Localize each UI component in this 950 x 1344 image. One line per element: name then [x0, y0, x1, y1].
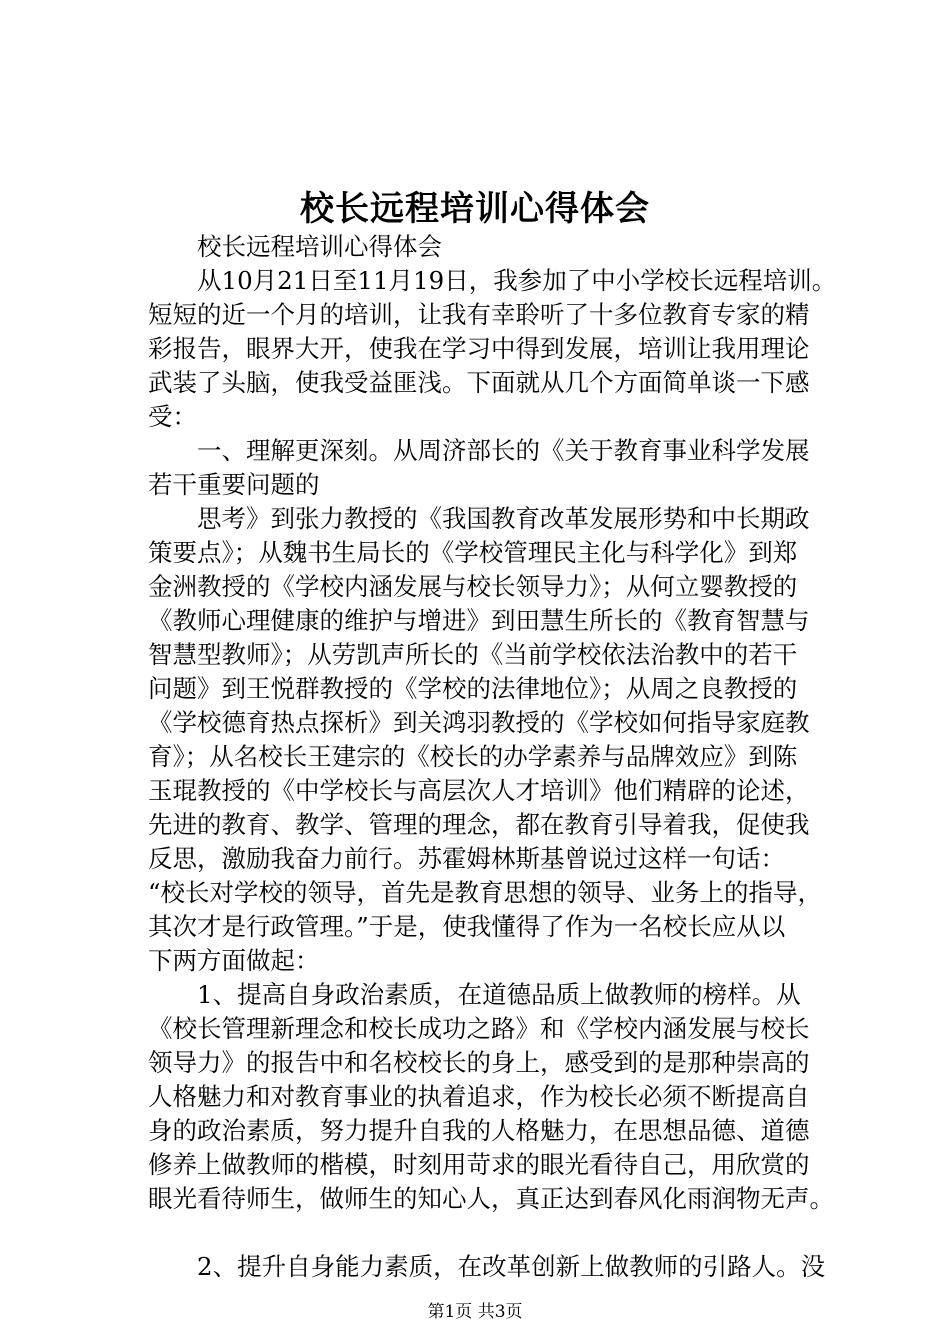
text-line: 金洲教授的《学校内涵发展与校长领导力》；从何立婴教授的	[148, 572, 798, 601]
text-line: 《教师心理健康的维护与增进》到田慧生所长的《教育智慧与	[148, 606, 810, 635]
text-line: 2、提升自身能力素质，在改革创新上做教师的引路人。没	[148, 1252, 826, 1281]
text-line: 先进的教育、教学、管理的理念，都在教育引导着我，促使我	[148, 810, 810, 839]
text-line: 反思，激励我奋力前行。苏霍姆林斯基曾说过这样一句话：	[148, 844, 785, 873]
text-line: 思考》到张力教授的《我国教育改革发展形势和中长期政	[148, 504, 810, 533]
text-line: 受：	[148, 402, 197, 431]
text-line: 育》；从名校长王建宗的《校长的办学素养与品牌效应》到陈	[148, 742, 798, 771]
page-number: 第1页 共3页	[427, 1302, 523, 1322]
text-line: 若干重要问题的	[148, 470, 320, 499]
text-line: 智慧型教师》；从劳凯声所长的《当前学校依法治教中的若干	[148, 640, 798, 669]
text-line: 下两方面做起：	[148, 946, 320, 975]
text-line: 其次才是行政管理。”于是，使我懂得了作为一名校长应从以	[148, 912, 786, 941]
text-line: 玉琨教授的《中学校长与高层次人才培训》他们精辟的论述，	[148, 776, 810, 805]
text-line: “校长对学校的领导，首先是教育思想的领导、业务上的指导，	[148, 878, 823, 907]
text-line: 领导力》的报告中和名校校长的身上，感受到的是那种崇高的	[148, 1048, 810, 1077]
text-line: 彩报告，眼界大开，使我在学习中得到发展，培训让我用理论	[148, 334, 810, 363]
text-line: 1、提高自身政治素质，在道德品质上做教师的榜样。从	[148, 980, 801, 1009]
text-line: 短短的近一个月的培训，让我有幸聆听了十多位教育专家的精	[148, 300, 810, 329]
text-line: 《学校德育热点探析》到关鸿羽教授的《学校如何指导家庭教	[148, 708, 810, 737]
text-line: 问题》到王悦群教授的《学校的法律地位》；从周之良教授的	[148, 674, 798, 703]
text-line: 一、理解更深刻。从周济部长的《关于教育事业科学发展	[148, 436, 810, 465]
text-line: 眼光看待师生，做师生的知心人，真正达到春风化雨润物无声。	[148, 1184, 834, 1213]
text-line: 校长远程培训心得体会	[148, 232, 442, 261]
text-line: 武装了头脑，使我受益匪浅。下面就从几个方面简单谈一下感	[148, 368, 810, 397]
text-line: 从10月21日至11月19日，我参加了中小学校长远程培训。	[148, 266, 837, 295]
text-line: 人格魅力和对教育事业的执着追求，作为校长必须不断提高自	[148, 1082, 810, 1111]
text-line: 身的政治素质，努力提升自我的人格魅力，在思想品德、道德	[148, 1116, 810, 1145]
document-title: 校长远程培训心得体会	[300, 189, 650, 229]
text-line: 策要点》；从魏书生局长的《学校管理民主化与科学化》到郑	[148, 538, 798, 567]
text-line: 修养上做教师的楷模，时刻用苛求的眼光看待自己，用欣赏的	[148, 1150, 810, 1179]
text-line: 《校长管理新理念和校长成功之路》和《学校内涵发展与校长	[148, 1014, 810, 1043]
